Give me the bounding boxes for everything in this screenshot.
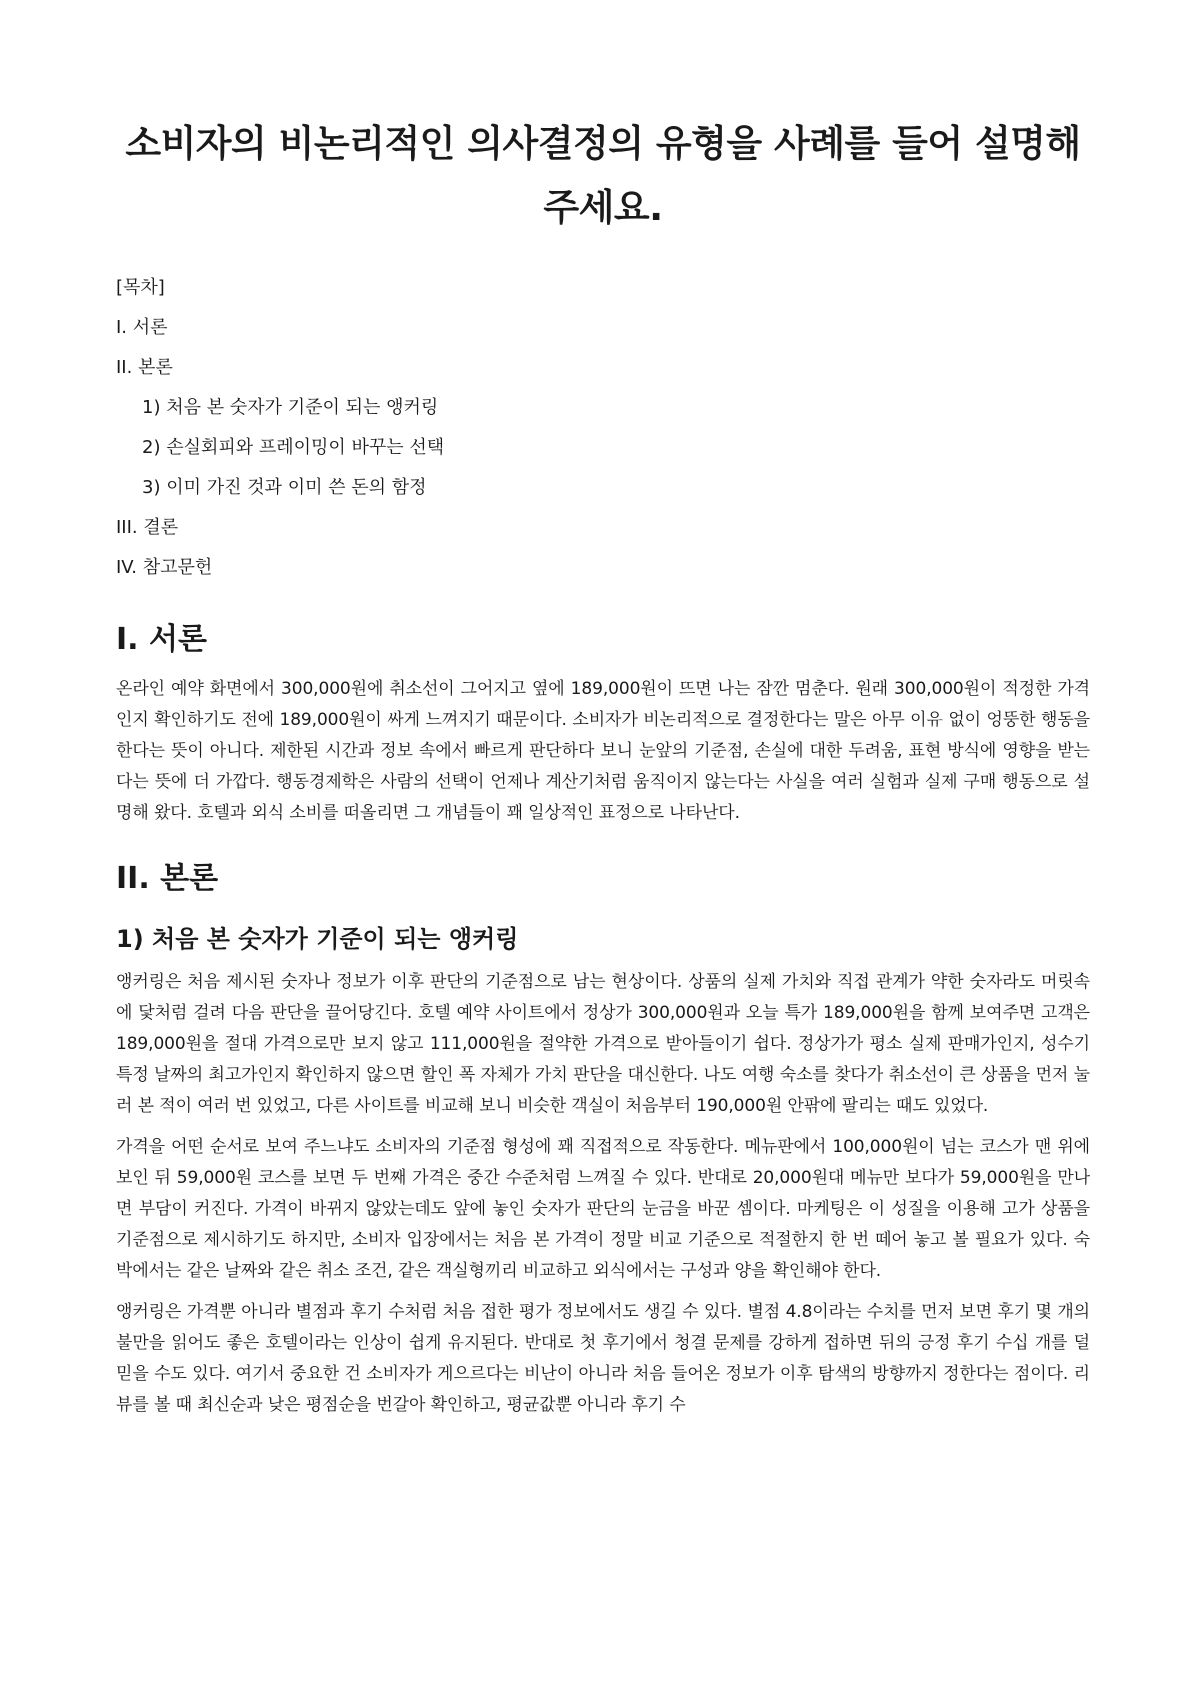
subsection-heading-anchoring: 1) 처음 본 숫자가 기준이 되는 앵커링 bbox=[116, 925, 519, 953]
subsection-anchoring bbox=[116, 921, 1090, 1421]
document-title: 소비자의 비논리적인 의사결정의 유형을 사례를 들어 설명해주세요. bbox=[125, 122, 1081, 229]
toc-item-references: IV. 참고문헌 bbox=[116, 557, 213, 578]
intro-paragraph: 온라인 예약 화면에서 300,000원에 취소선이 그어지고 옆에 189,000원이 뜨면 나는 잠깐 멈춘다. 원래 300,000원이 적정한 가격인지 확인하기도 전에 189,000원이 싸게 느껴지기 때문이다. 소비자가 비논리적으로 결정한다는 말은 아무 이유 없이 엉뚱한 행동을 한다는 뜻이 아니다. 제한된 시간과 정보 속에서 빠르게 판단하다 보니 눈앞의 기준점, 손실에 대한 두려움, 표현 방식에 영향을 받는다는 뜻에 더 가깝다. 행동경제학은 사람의 선택이 언제나 계산기처럼 움직이지 않는다는 사실을 여러 실험과 실제 구매 행동으로 설명해 왔다. 호텔과 외식 소비를 떠올리면 그 개념들이 꽤 일상적인 표정으로 나타난다. bbox=[116, 679, 1090, 823]
anchoring-paragraph-2: 가격을 어떤 순서로 보여 주느냐도 소비자의 기준점 형성에 꽤 직접적으로 작동한다. 메뉴판에서 100,000원이 넘는 코스가 맨 위에 보인 뒤 59,000원 코스를 보면 두 번째 가격은 중간 수준처럼 느껴질 수 있다. 반대로 20,000원대 메뉴만 보다가 59,000원을 만나면 부담이 커진다. 가격이 바뀌지 않았는데도 앞에 놓인 숫자가 판단의 눈금을 바꾼 셈이다. 마케팅은 이 성질을 이용해 고가 상품을 기준점으로 제시하기도 하지만, 소비자 입장에서는 처음 본 가격이 정말 비교 기준으로 적절한지 한 번 떼어 놓고 볼 필요가 있다. 숙박에서는 같은 날짜와 같은 취소 조건, 같은 객실형끼리 비교하고 외식에서는 구성과 양을 확인해야 한다. bbox=[116, 1137, 1090, 1281]
toc-item-loss-aversion: 2) 손실회피와 프레이밍이 바꾸는 선택 bbox=[142, 437, 445, 458]
toc-heading: [목차] bbox=[116, 277, 165, 298]
section-main bbox=[116, 857, 1090, 1421]
section-heading-intro: I. 서론 bbox=[116, 622, 207, 657]
anchoring-paragraph-1: 앵커링은 처음 제시된 숫자나 정보가 이후 판단의 기준점으로 남는 현상이다. 상품의 실제 가치와 직접 관계가 약한 숫자라도 머릿속에 닻처럼 걸려 다음 판단을 끌어당긴다. 호텔 예약 사이트에서 정상가 300,000원과 오늘 특가 189,000원을 함께 보여주면 고객은 189,000원을 절대 가격으로만 보지 않고 111,000원을 절약한 가격으로 받아들이기 쉽다. 정상가가 평소 실제 판매가인지, 성수기 특정 날짜의 최고가인지 확인하지 않으면 할인 폭 자체가 가치 판단을 대신한다. 나도 여행 숙소를 찾다가 취소선이 큰 상품을 먼저 눌러 본 적이 여러 번 있었고, 다른 사이트를 비교해 보니 비슷한 객실이 처음부터 190,000원 안팎에 팔리는 때도 있었다. bbox=[116, 972, 1090, 1116]
anchoring-paragraph-3: 앵커링은 가격뿐 아니라 별점과 후기 수처럼 처음 접한 평가 정보에서도 생길 수 있다. 별점 4.8이라는 수치를 먼저 보면 후기 몇 개의 불만을 읽어도 좋은 호텔이라는 인상이 쉽게 유지된다. 반대로 첫 후기에서 청결 문제를 강하게 접하면 뒤의 긍정 후기 수십 개를 덜 믿을 수도 있다. 여기서 중요한 건 소비자가 게으르다는 비난이 아니라 처음 들어온 정보가 이후 탐색의 방향까지 정한다는 점이다. 리뷰를 볼 때 최신순과 낮은 평점순을 번갈아 확인하고, 평균값뿐 아니라 후기 수 bbox=[116, 1302, 1090, 1415]
table-of-contents bbox=[116, 268, 1090, 588]
toc-item-anchoring: 1) 처음 본 숫자가 기준이 되는 앵커링 bbox=[142, 397, 439, 418]
toc-item-conclusion: III. 결론 bbox=[116, 517, 179, 538]
toc-item-main: II. 본론 bbox=[116, 357, 173, 378]
section-heading-main: II. 본론 bbox=[116, 861, 219, 896]
section-intro bbox=[116, 618, 1090, 829]
toc-item-sunk-cost: 3) 이미 가진 것과 이미 쓴 돈의 함정 bbox=[142, 477, 427, 498]
toc-item-intro: I. 서론 bbox=[116, 317, 168, 338]
